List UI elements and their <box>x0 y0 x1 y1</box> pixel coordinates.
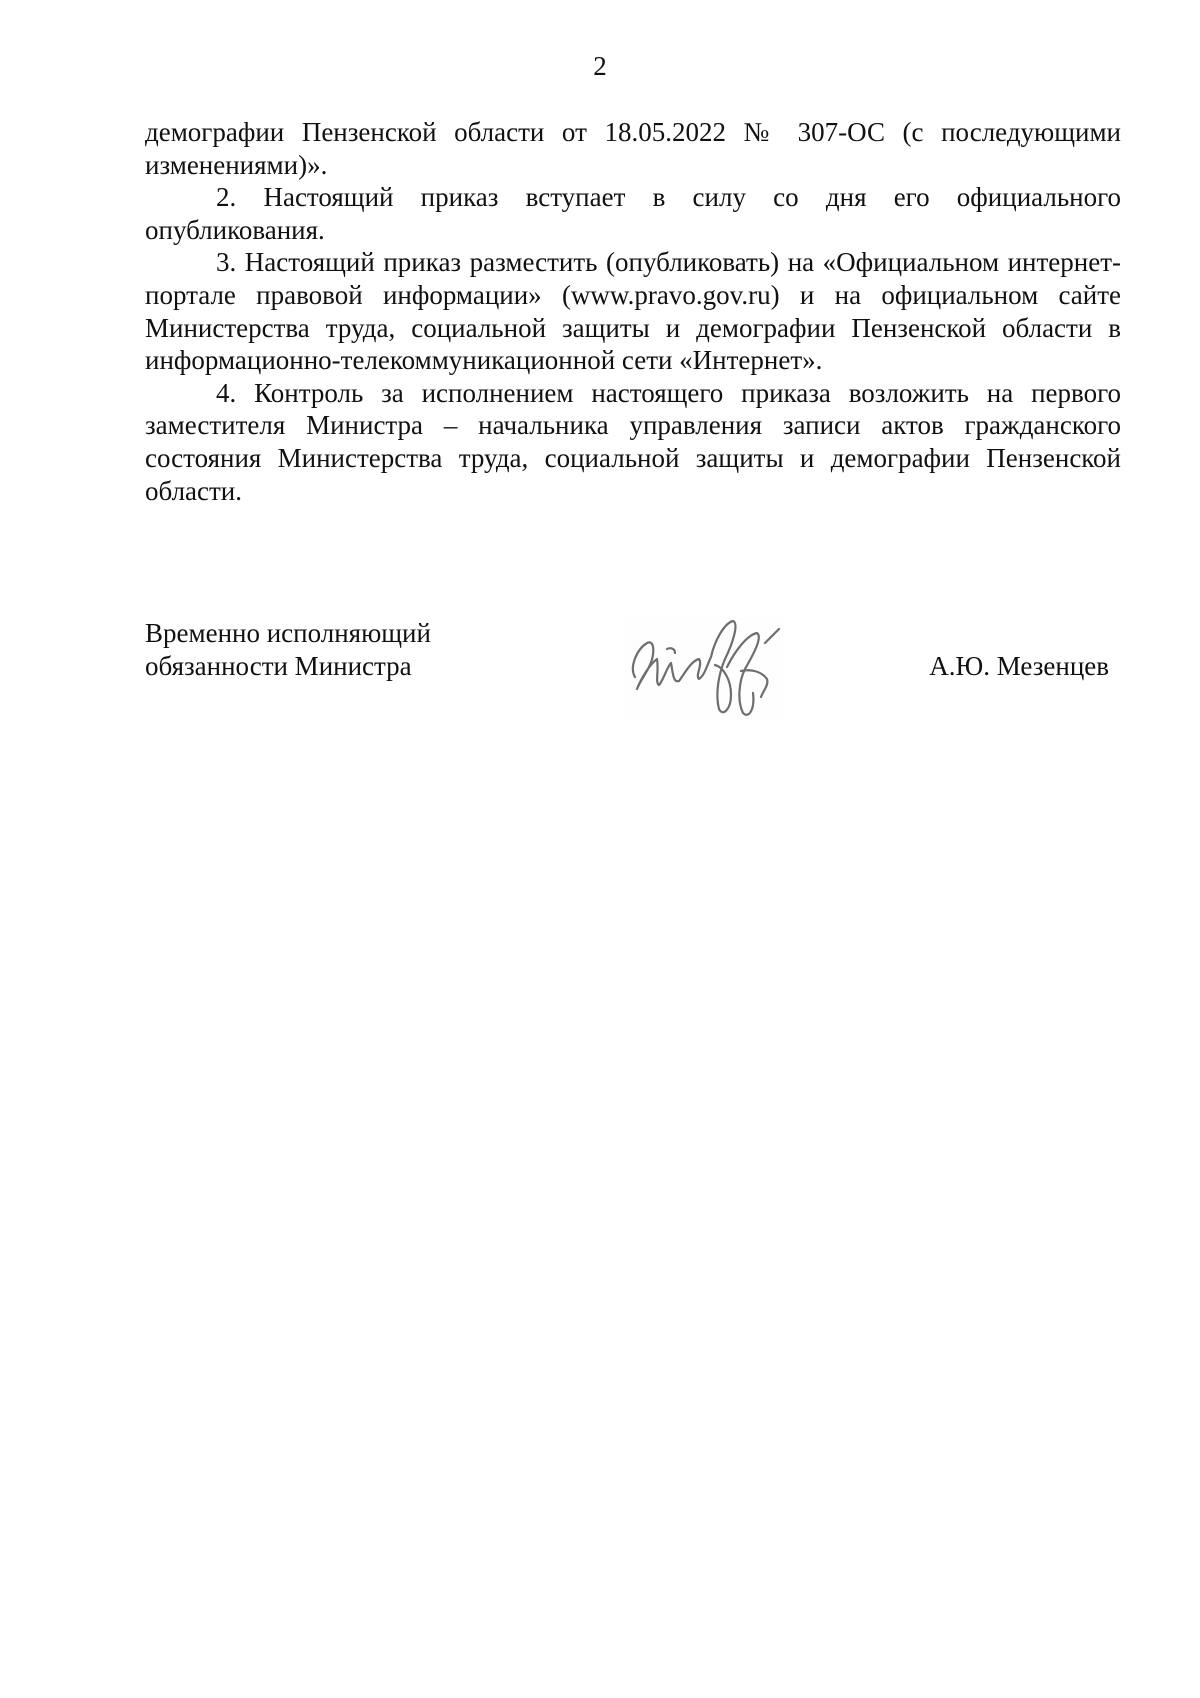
paragraph-item-3: 3. Настоящий приказ разместить (опубликовать) на «Официальном интернет-портале правовой информации» (www.pravo.gov.ru) и на официальном сайте Министерства труда, социальной защиты и демографии Пензенской области в информационно-телекоммуникационной сети «Интернет». <box>145 247 1121 376</box>
paragraph-item-2: 2. Настоящий приказ вступает в силу со дня его официального опубликования. <box>145 182 1121 245</box>
signatory-position <box>145 617 545 683</box>
paragraph-item-4: 4. Контроль за исполнением настоящего приказа возложить на первого заместителя Министра – начальника управления записи актов гражданского состояния Министерства труда, социальной защиты и демографии Пензенской области. <box>145 377 1121 506</box>
signature-block <box>145 617 1121 737</box>
signatory-name: А.Ю. Мезенцев <box>929 651 1109 681</box>
page-number: 2 <box>593 51 607 81</box>
document-body <box>145 116 1121 507</box>
handwritten-signature-image <box>615 609 795 729</box>
signatory-position-line-2: обязанности Министра <box>145 651 412 681</box>
signatory-position-line-1: Временно исполняющий <box>145 618 431 648</box>
paragraph-continuation: демографии Пензенской области от 18.05.2022 № 307-ОС (с последующими изменениями)». <box>145 117 1121 180</box>
